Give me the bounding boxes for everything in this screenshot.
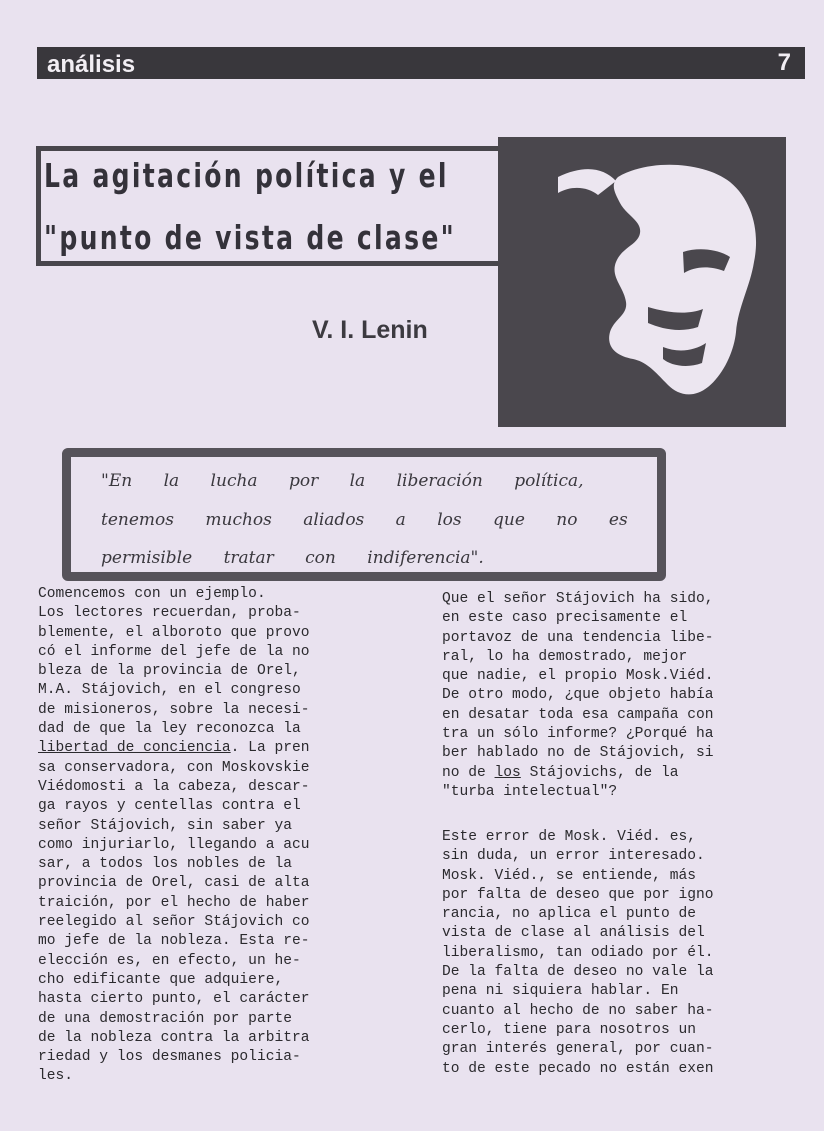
text-line: tra un sólo informe? ¿Porqué ha: [442, 726, 714, 743]
text-line: pena ni siquiera hablar. En: [442, 983, 679, 1000]
text-line: hasta cierto punto, el carácter: [38, 991, 310, 1008]
text-line: ral, lo ha demostrado, mejor: [442, 648, 688, 665]
text-line: gran interés general, por cuan-: [442, 1041, 714, 1058]
text-line: en este caso precisamente el: [442, 610, 688, 627]
text-line: Que el señor Stájovich ha sido,: [442, 591, 714, 607]
quote-frame: [62, 448, 666, 581]
text-line: có el informe del jefe de la no: [38, 643, 310, 660]
text-line: De la falta de deseo no vale la: [442, 964, 714, 981]
text-line: en desatar toda esa campaña con: [442, 706, 714, 723]
text-line: de la nobleza contra la arbitra: [38, 1029, 310, 1046]
text-line: to de este pecado no están exen: [442, 1060, 714, 1077]
text-line: señor Stájovich, sin saber ya: [38, 817, 292, 834]
text-line: reelegido al señor Stájovich co: [38, 914, 310, 931]
text-line: liberalismo, tan odiado por él.: [442, 944, 714, 961]
text-line: les.: [38, 1068, 74, 1085]
text-line: traición, por el hecho de haber: [38, 894, 310, 911]
text-line: sa conservadora, con Moskovskie: [38, 759, 310, 776]
right-column-paragraph-1: [442, 590, 714, 802]
text-line: Comencemos con un ejemplo.: [38, 586, 266, 602]
text-line: Viédomosti a la cabeza, descar-: [38, 778, 310, 795]
text-line: bleza de la provincia de Orel,: [38, 663, 301, 680]
article-title-line-1: La agitación política y el: [44, 156, 449, 195]
text-line: ga rayos y centellas contra el: [38, 798, 301, 815]
text-line: de misioneros, sobre la necesi-: [38, 701, 310, 718]
text-line: provincia de Orel, casi de alta: [38, 875, 310, 892]
page-number: 7: [777, 49, 791, 76]
text-line: elección es, en efecto, un he-: [38, 952, 301, 969]
author-name: V. I. Lenin: [312, 316, 428, 344]
underlined-word: los: [494, 764, 521, 781]
text-line: Los lectores recuerdan, proba-: [38, 605, 301, 622]
text-line: no de los Stájovichs, de la: [442, 764, 679, 781]
underlined-phrase: libertad de conciencia: [38, 740, 231, 757]
text-line: mo jefe de la nobleza. Esta re-: [38, 933, 310, 950]
text-line: blemente, el alboroto que provo: [38, 624, 310, 641]
right-column-paragraph-2: [442, 828, 714, 1079]
text-line: ber hablado no de Stájovich, si: [442, 745, 714, 762]
lenin-portrait-icon: [498, 137, 786, 427]
text-line: como injuriarlo, llegando a acu: [38, 836, 310, 853]
text-line: De otro modo, ¿que objeto había: [442, 687, 714, 704]
quote-line-1: "En la lucha por la liberación política,: [101, 471, 584, 491]
text-line: Mosk. Viéd., se entiende, más: [442, 867, 696, 884]
text-line: cerlo, tiene para nosotros un: [442, 1021, 696, 1038]
text-line: sin duda, un error interesado.: [442, 848, 705, 865]
text-line: que nadie, el propio Mosk.Viéd.: [442, 668, 714, 685]
text-line: de una demostración por parte: [38, 1010, 292, 1027]
text-line: "turba intelectual"?: [442, 783, 618, 800]
text-line: riedad y los desmanes policia-: [38, 1049, 301, 1066]
text-line: sar, a todos los nobles de la: [38, 856, 292, 873]
text-line: Este error de Mosk. Viéd. es,: [442, 829, 696, 845]
text-line: libertad de conciencia. La pren: [38, 740, 310, 757]
text-line: rancia, no aplica el punto de: [442, 906, 696, 923]
text-line: por falta de deseo que por igno: [442, 886, 714, 903]
text-line: vista de clase al análisis del: [442, 925, 705, 942]
text-line: dad de que la ley reconozca la: [38, 721, 301, 738]
quote-line-2: tenemos muchos aliados a los que no es: [101, 510, 628, 530]
text-line: cuanto al hecho de no saber ha-: [442, 1002, 714, 1019]
text-line: M.A. Stájovich, en el congreso: [38, 682, 301, 699]
section-header-bar: [37, 47, 805, 79]
article-title-line-2: "punto de vista de clase": [44, 218, 456, 257]
text-line: portavoz de una tendencia libe-: [442, 629, 714, 646]
left-column-text: [38, 585, 310, 1087]
section-label: análisis: [47, 51, 136, 78]
quote-line-3: permisible tratar con indiferencia".: [101, 548, 484, 568]
text-line: cho edificante que adquiere,: [38, 971, 284, 988]
